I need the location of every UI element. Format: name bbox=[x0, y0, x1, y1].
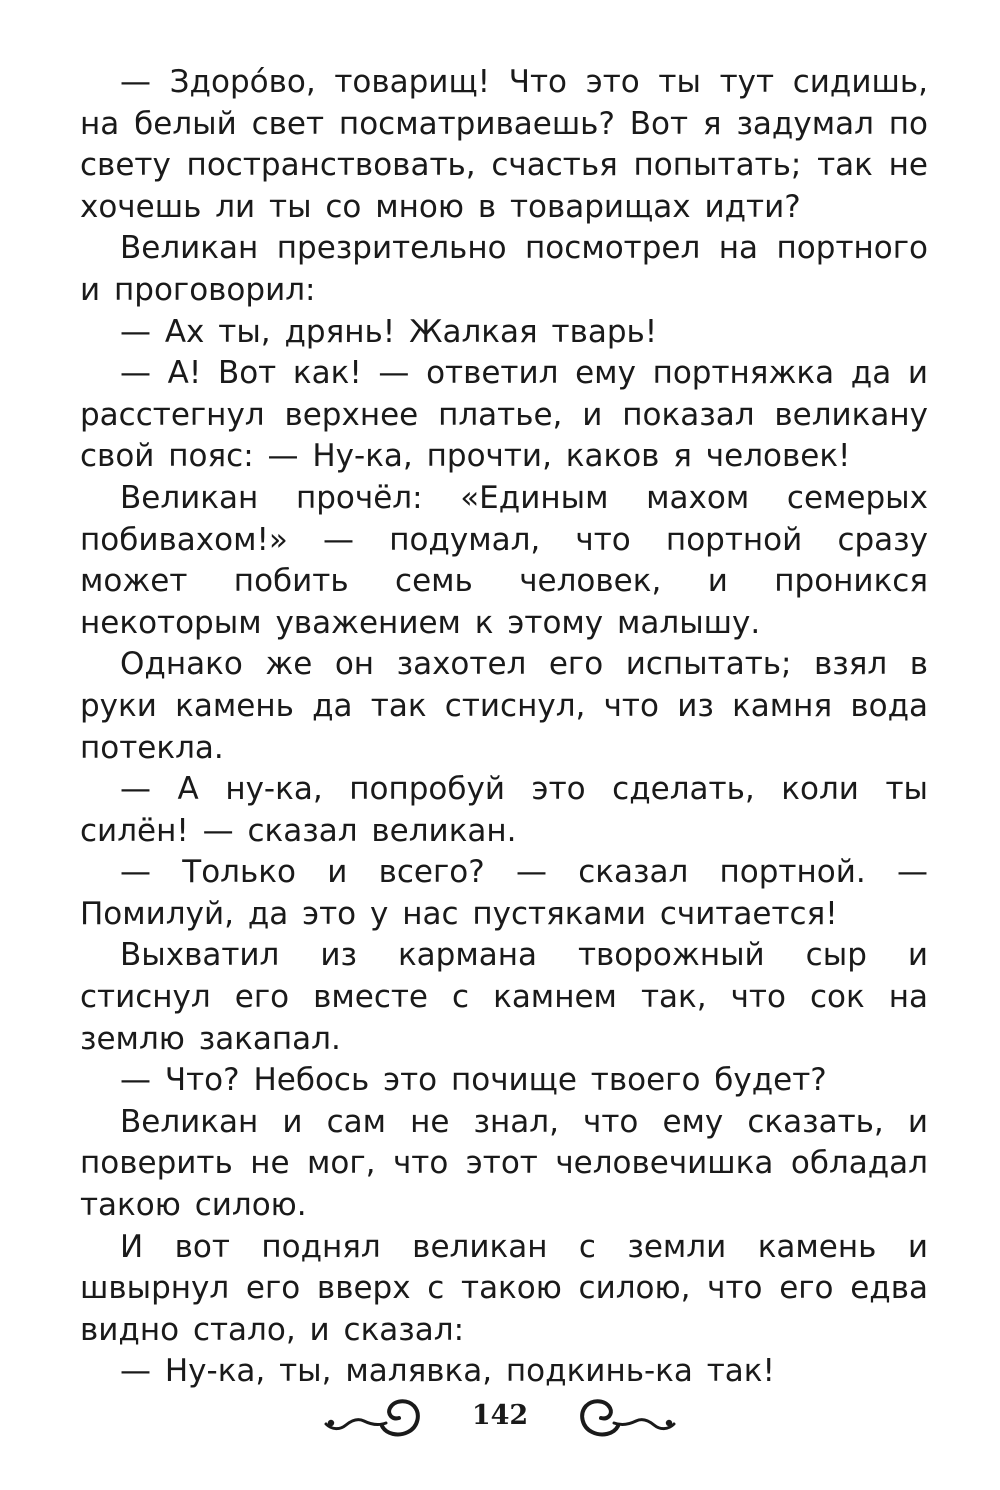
paragraph-12: И вот поднял великан с земли камень и швырнул его вверх с такою силою, что его едва видно стало, и сказал: bbox=[80, 1228, 928, 1348]
paragraph-2: Великан презрительно посмотрел на портного и проговорил: bbox=[80, 230, 928, 308]
paragraph-6: Однако же он захотел его испытать; взял в руки камень да так стиснул, что из камня вода потекла. bbox=[80, 646, 928, 766]
page-body bbox=[80, 62, 928, 1393]
paragraph-11: Великан и сам не знал, что ему сказать, и поверить не мог, что этот человечишка обладал такою силою. bbox=[80, 1103, 928, 1224]
page-footer bbox=[0, 1392, 1000, 1452]
paragraph-3: — Ах ты, дрянь! Жалкая тварь! bbox=[120, 313, 658, 350]
paragraph-4: — А! Вот как! — ответил ему портняжка да и расстегнул верхнее платье, и показал великану свой пояс: — Ну-ка, прочти, каков я человек! bbox=[80, 355, 928, 475]
swirl-ornament-right-icon bbox=[574, 1396, 678, 1440]
paragraph-10: — Что? Небось это почище твоего будет? bbox=[120, 1062, 827, 1099]
paragraph-8: — Только и всего? — сказал портной. — Помилуй, да это у нас пустяками считается! bbox=[80, 854, 928, 932]
paragraph-5: Великан прочёл: «Единым махом семерых побивахом!» — подумал, что портной сразу может побить семь человек, и проникся некоторым уважением к этому малышу. bbox=[80, 479, 928, 641]
paragraph-1: — Здорóво, товарищ! Что это ты тут сидишь, на белый свет посматриваешь? Вот я задумал по свету постранствовать, счастья попытать; так не хочешь ли ты со мною в товарищах идти? bbox=[80, 64, 928, 225]
paragraph-13: — Ну-ка, ты, малявка, подкинь-ка так! bbox=[120, 1353, 775, 1390]
swirl-ornament-left-icon bbox=[322, 1396, 426, 1440]
page-number: 142 bbox=[471, 1400, 529, 1431]
paragraph-9: Выхватил из кармана творожный сыр и стиснул его вместе с камнем так, что сок на землю закапал. bbox=[80, 937, 928, 1057]
paragraph-7: — А ну-ка, попробуй это сделать, коли ты силён! — сказал великан. bbox=[80, 771, 928, 849]
